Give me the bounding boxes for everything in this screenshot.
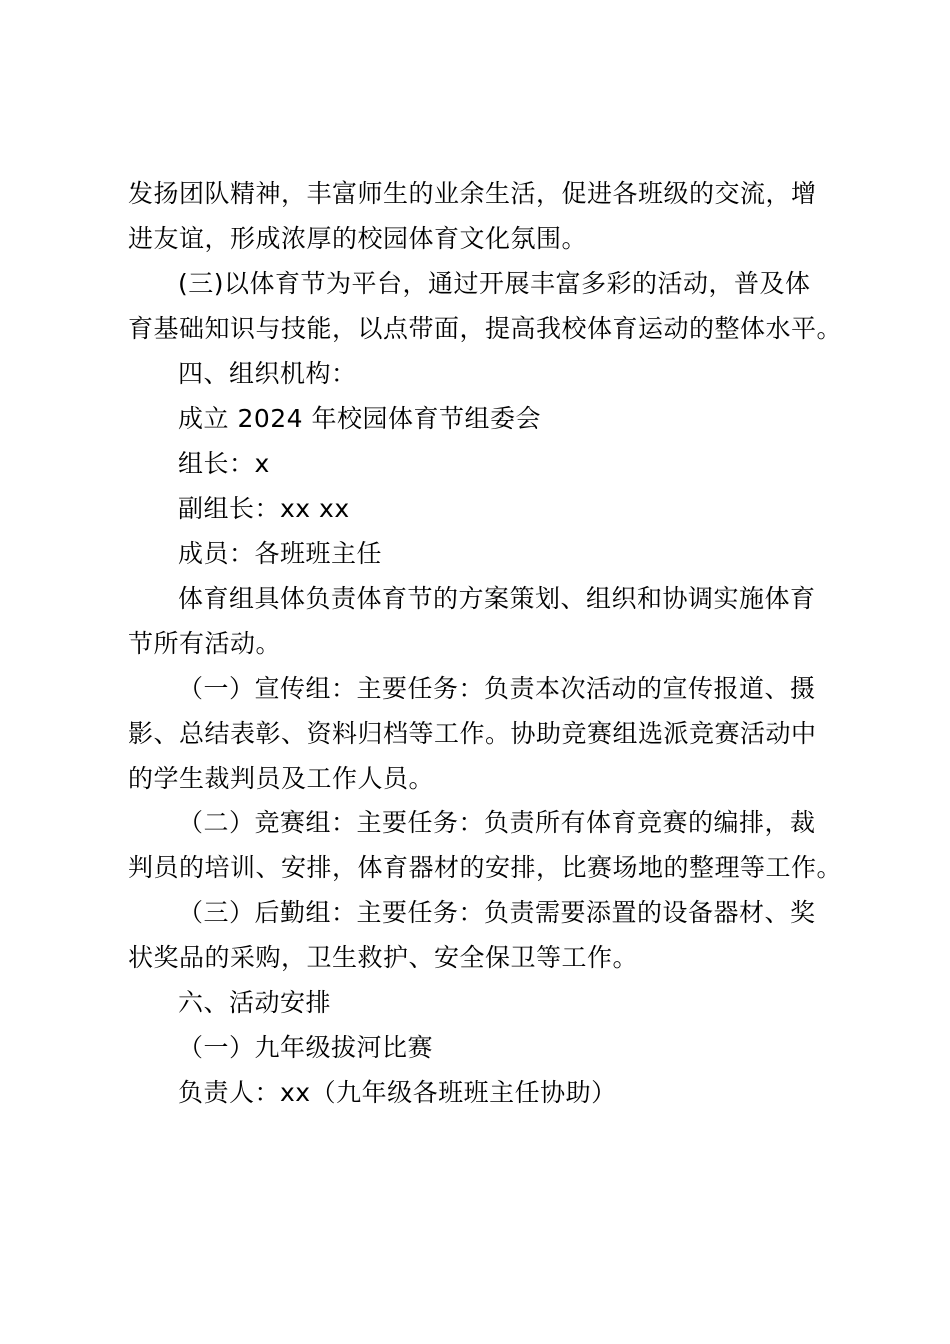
paragraph-line: 的学生裁判员及工作人员。 — [128, 764, 435, 793]
paragraph-line: (三)以体育节为平台，通过开展丰富多彩的活动，普及体 — [178, 269, 811, 298]
paragraph-line: 进友谊，形成浓厚的校园体育文化氛围。 — [128, 224, 588, 253]
section-heading: 六、活动安排 — [178, 988, 332, 1017]
paragraph-line: 组长：x — [178, 449, 270, 478]
paragraph-line: 育基础知识与技能，以点带面，提高我校体育运动的整体水平。 — [128, 314, 843, 343]
paragraph-line: 成立 2024 年校园体育节组委会 — [178, 404, 542, 433]
paragraph-line: （三）后勤组：主要任务：负责需要添置的设备器材、奖 — [178, 898, 816, 927]
paragraph-line: 发扬团队精神，丰富师生的业余生活，促进各班级的交流，增 — [128, 179, 817, 208]
paragraph-line: （一）九年级拔河比赛 — [178, 1033, 434, 1062]
paragraph-line: 判员的培训、安排，体育器材的安排，比赛场地的整理等工作。 — [128, 853, 843, 882]
section-heading: 四、组织机构： — [178, 359, 357, 388]
paragraph-line: 副组长：xx xx — [178, 494, 350, 523]
paragraph-line: 负责人：xx（九年级各班班主任协助） — [178, 1078, 617, 1107]
paragraph-line: 成员：各班班主任 — [178, 539, 383, 568]
paragraph-line: 影、总结表彰、资料归档等工作。协助竞赛组选派竞赛活动中 — [128, 719, 817, 748]
paragraph-line: 节所有活动。 — [128, 629, 282, 658]
paragraph-line: 状奖品的采购，卫生救护、安全保卫等工作。 — [128, 943, 639, 972]
paragraph-line: （一）宣传组：主要任务：负责本次活动的宣传报道、摄 — [178, 674, 816, 703]
paragraph-line: （二）竞赛组：主要任务：负责所有体育竞赛的编排，裁 — [178, 808, 816, 837]
paragraph-line: 体育组具体负责体育节的方案策划、组织和协调实施体育 — [178, 584, 816, 613]
